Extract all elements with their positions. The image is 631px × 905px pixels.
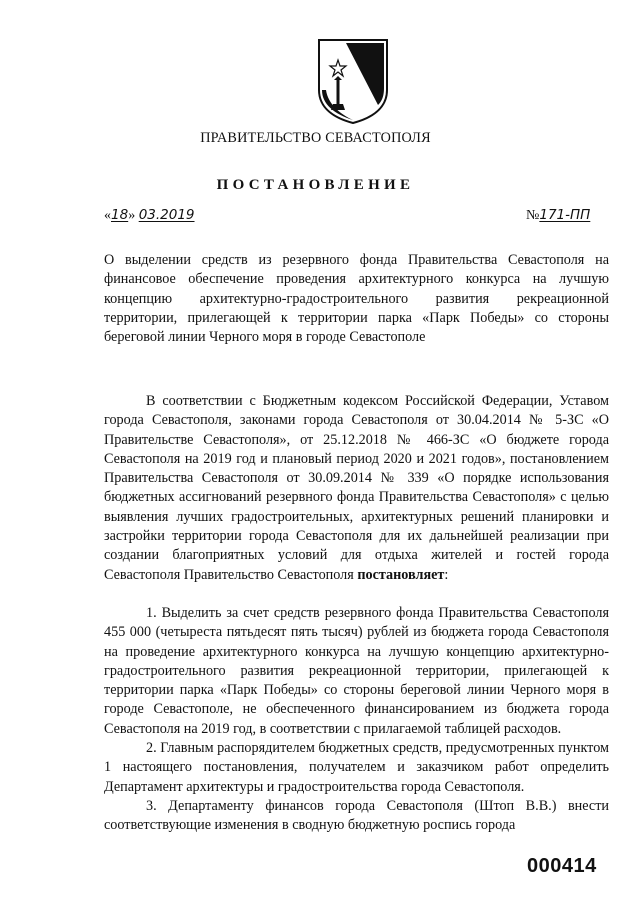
decree-word: постановляет — [357, 566, 445, 583]
document-subject: О выделении средств из резервного фонда Правительства Севастополя на финансовое обеспечение проведения архитектурного конкурса на лучшую концепцию архитектурно-градостроительного развития рекреационной территории, прилегающей к территории парка «Парк Победы» со стороны береговой линии Черного моря в городе Севастополе — [104, 252, 609, 346]
decree-colon: : — [444, 566, 449, 583]
date-month-year: 03.2019 — [138, 207, 195, 223]
date-close-quote: » — [128, 208, 136, 223]
preamble-paragraph — [104, 392, 609, 585]
item-2: 2. Главным распорядителем бюджетных средств, предусмотренных пунктом 1 настоящего постановления, получателем и заказчиком работ определить Департамент архитектуры и градостроительства города Севастополя. — [104, 740, 609, 795]
number-value: 171-ПП — [539, 207, 591, 223]
preamble-text: В соответствии с Бюджетным кодексом Российской Федерации, Уставом города Севастополя, законами города Севастополя от 30.04.2014 № 5-ЗС «О Правительстве Севастополя», от 25.12.2018 № 466-ЗС «О бюджете города Севастополя на 2019 год и плановый период 2020 и 2021 годов», постановлением Правительства Севастополя от 30.09.2014 № 339 «О порядке использования бюджетных ассигнований резервного фонда Правительства Севастополя» с целью выявления лучших градостроительных, архитектурных решений планировки и застройки территории города Севастополя для их дальнейшей реализации при создании благоприятных условий для отдыха жителей и гостей города Севастополя Правительство Севастополя — [104, 393, 609, 583]
date-open-quote: « — [104, 208, 111, 223]
document-body — [104, 392, 609, 836]
item-1: 1. Выделить за счет средств резервного фонда Правительства Севастополя 455 000 (четыреста пятьдесят пять тысяч) рублей из бюджета города Севастополя на проведение архитектурного конкурса на лучшую концепцию архитектурно-градостроительного развития рекреационной территории, прилегающей к территории парка «Парк Победы» со стороны береговой линии Черного моря в городе Севастополе, не обеспеченного финансированием из бюджета города Севастополя на 2019 год, в соответствии с прилагаемой таблицей расходов. — [104, 604, 609, 737]
document-date — [104, 207, 195, 224]
sevastopol-coat-of-arms-icon — [316, 38, 390, 124]
government-title: ПРАВИТЕЛЬСТВО СЕВАСТОПОЛЯ — [200, 130, 431, 146]
document-number — [526, 207, 590, 224]
date-day: 18 — [111, 207, 129, 223]
serial-number: 000414 — [527, 855, 597, 877]
document-type: ПОСТАНОВЛЕНИЕ — [216, 177, 415, 193]
item-3: 3. Департаменту финансов города Севастополя (Штоп В.В.) внести соответствующие изменения в сводную бюджетную роспись города — [104, 797, 609, 834]
number-prefix: № — [526, 208, 540, 223]
